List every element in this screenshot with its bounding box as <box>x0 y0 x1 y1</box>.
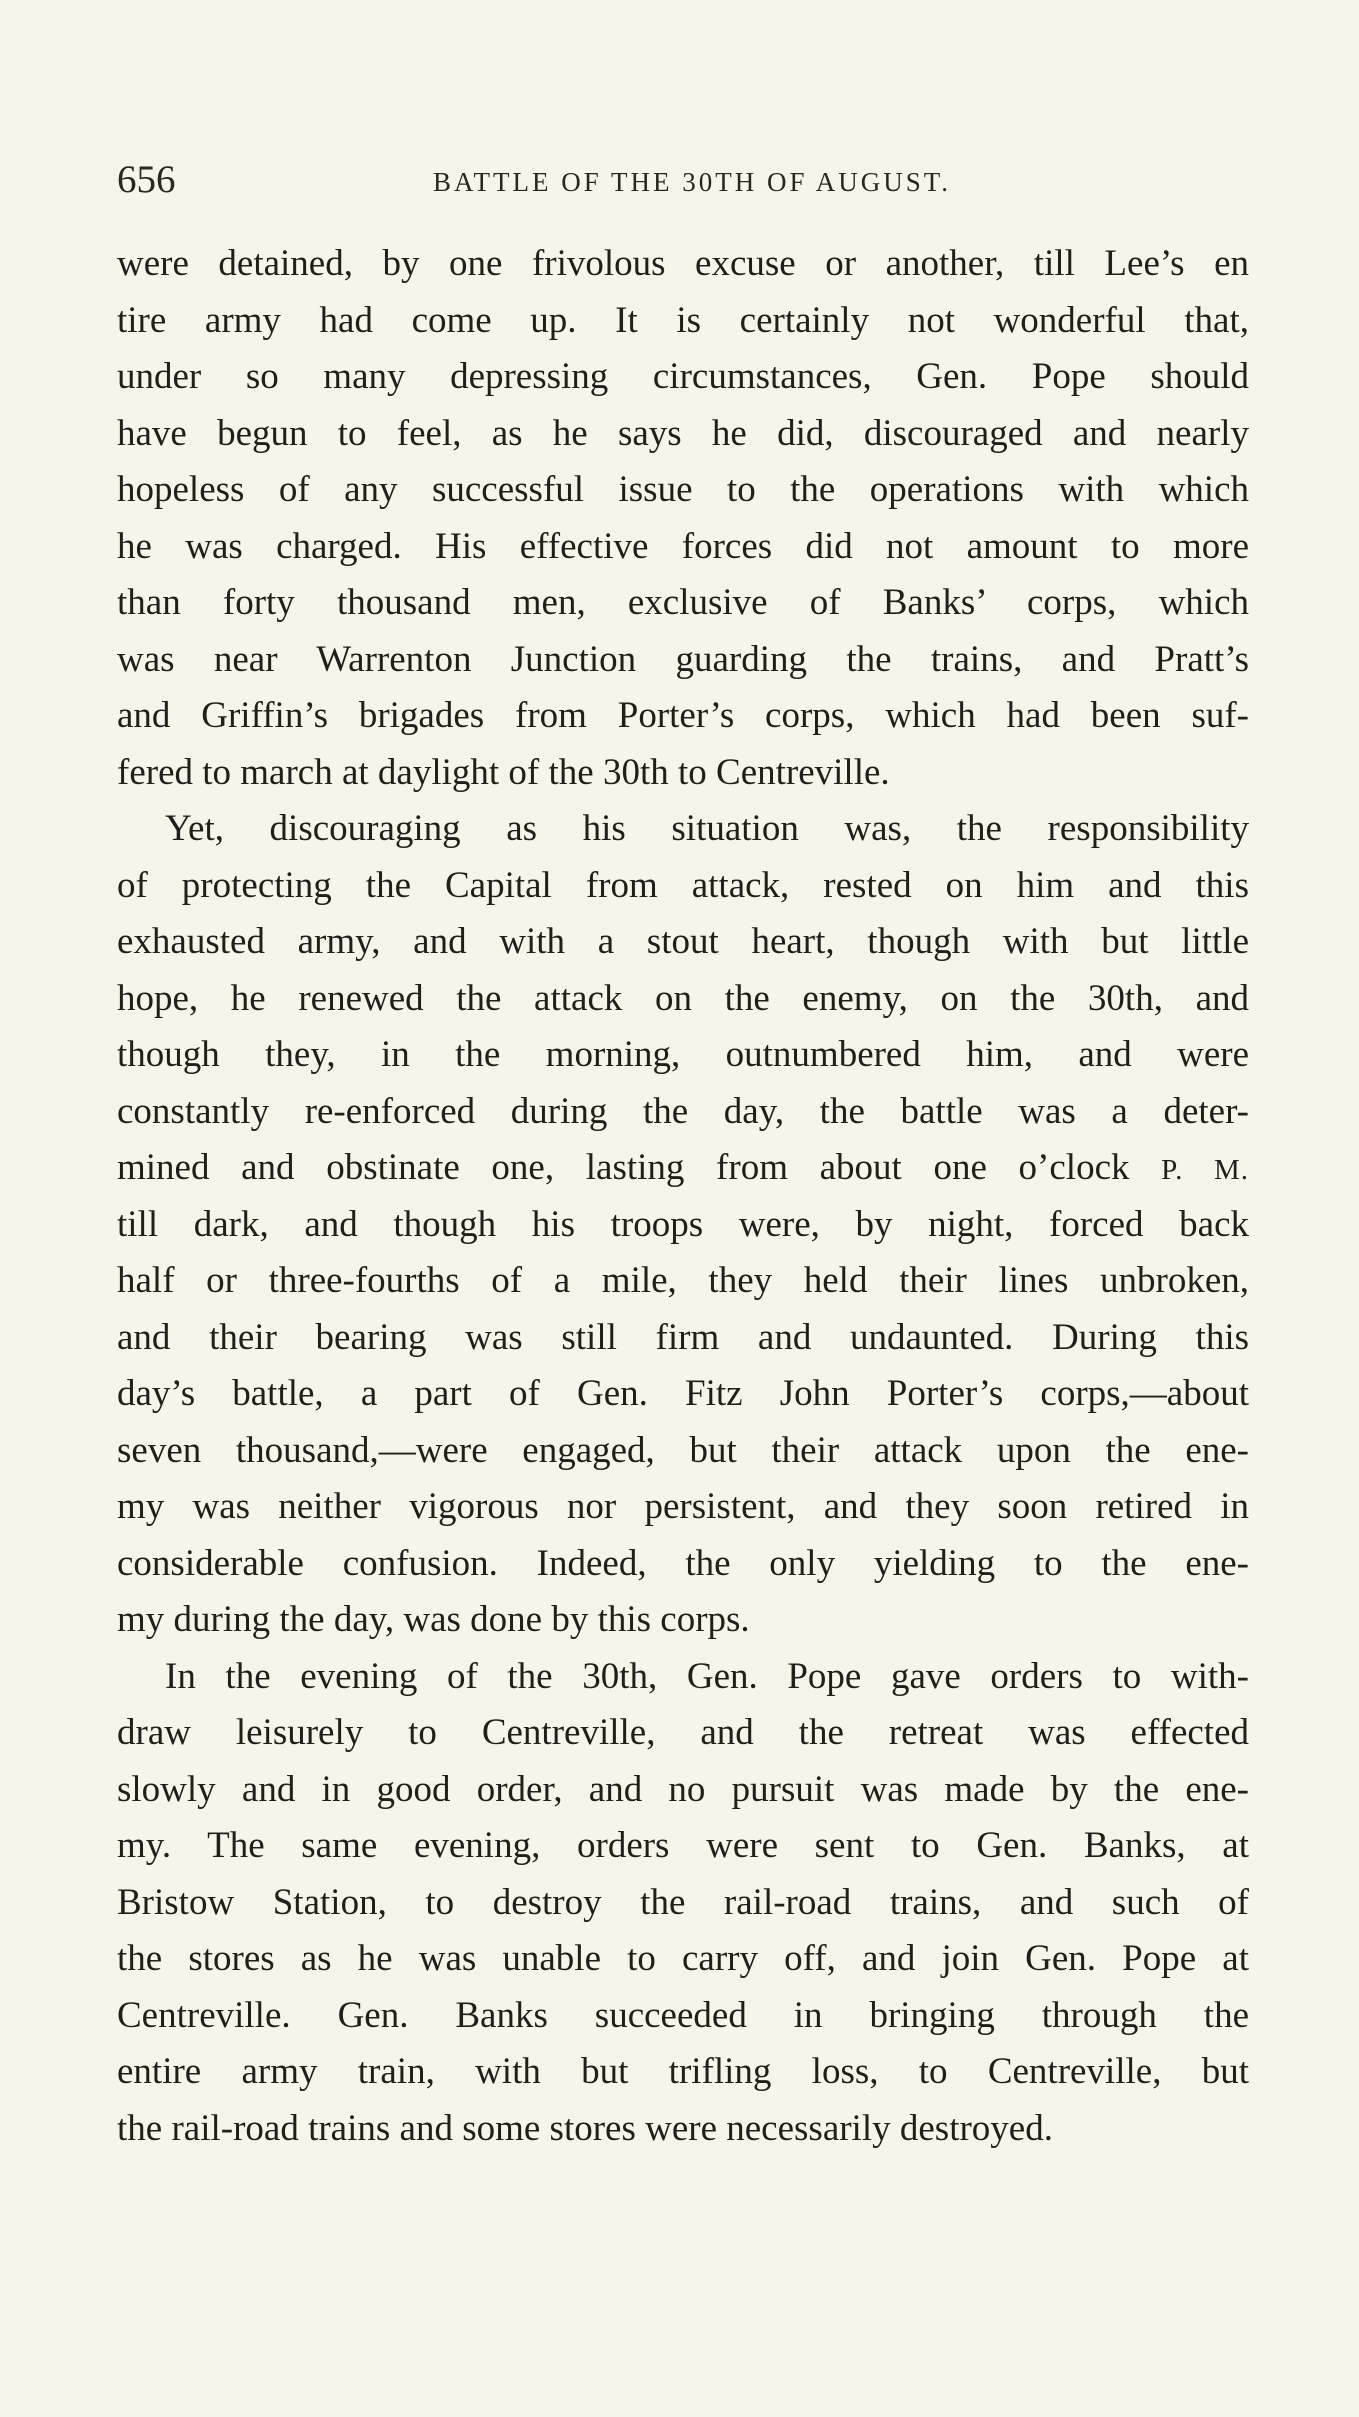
text-line: exhausted army, and with a stout heart, though with but little <box>117 921 1249 962</box>
text-line: Centreville. Gen. Banks succeeded in bringing through the <box>117 1994 1249 2036</box>
text-line: considerable confusion. Indeed, the only yielding to the ene- <box>117 1542 1249 1584</box>
text-line: constantly re-enforced during the day, the battle was a deter- <box>117 1090 1249 1132</box>
text-segment: mined and obstinate one, lasting from about one o’clock <box>117 1147 1130 1188</box>
text-line: my. The same evening, orders were sent to Gen. Banks, at <box>117 1825 1249 1866</box>
text-line: hopeless of any successful issue to the operations with which <box>117 469 1249 510</box>
text-line: was near Warrenton Junction guarding the trains, and Pratt’s <box>117 638 1249 680</box>
text-line: and their bearing was still firm and undaunted. During this <box>117 1316 1249 1358</box>
text-line: entire army train, with but trifling loss, to Centreville, but <box>117 2051 1249 2092</box>
text-line: he was charged. His effective forces did not amount to more <box>117 525 1249 567</box>
text-line: day’s battle, a part of Gen. Fitz John Porter’s corps,—about <box>117 1373 1249 1414</box>
text-line: fered to march at daylight of the 30th to Centreville. <box>117 751 890 793</box>
running-title: BATTLE OF THE 30TH OF AUGUST. <box>432 167 951 197</box>
text-line: tire army had come up. It is certainly not wonderful that, <box>117 299 1249 341</box>
text-line-with-time <box>117 1140 1249 1197</box>
text-line: half or three-fourths of a mile, they held their lines unbroken, <box>117 1260 1249 1301</box>
text-line: were detained, by one frivolous excuse or another, till Lee’s en <box>117 243 1249 284</box>
text-line: my was neither vigorous nor persistent, and they soon retired in <box>117 1486 1249 1527</box>
running-head <box>117 155 1267 205</box>
text-line: Bristow Station, to destroy the rail-road trains, and such of <box>117 1881 1249 1923</box>
text-line: though they, in the morning, outnumbered him, and were <box>117 1034 1249 1075</box>
text-line: hope, he renewed the attack on the enemy, on the 30th, and <box>117 977 1249 1019</box>
text-line: draw leisurely to Centreville, and the retreat was effected <box>117 1712 1249 1753</box>
text-line: Yet, discouraging as his situation was, the responsibility <box>165 808 1249 849</box>
body-text <box>117 236 1249 2157</box>
text-line: till dark, and though his troops were, by night, forced back <box>117 1203 1249 1245</box>
text-line: seven thousand,—were engaged, but their attack upon the ene- <box>117 1429 1249 1471</box>
text-line: of protecting the Capital from attack, rested on him and this <box>117 864 1249 906</box>
page-number: 656 <box>117 158 176 201</box>
text-line: have begun to feel, as he says he did, discouraged and nearly <box>117 412 1249 454</box>
text-line: In the evening of the 30th, Gen. Pope gave orders to with- <box>165 1655 1249 1697</box>
time-abbreviation: P. M. <box>1161 1154 1250 1186</box>
text-line: and Griffin’s brigades from Porter’s corps, which had been suf- <box>117 695 1249 736</box>
text-line: slowly and in good order, and no pursuit was made by the ene- <box>117 1768 1249 1810</box>
text-line: my during the day, was done by this corps. <box>117 1599 750 1640</box>
text-line: the stores as he was unable to carry off, and join Gen. Pope at <box>117 1938 1249 1979</box>
text-line: than forty thousand men, exclusive of Banks’ corps, which <box>117 582 1249 623</box>
text-line: the rail-road trains and some stores were necessarily destroyed. <box>117 2107 1053 2149</box>
text-line: under so many depressing circumstances, Gen. Pope should <box>117 356 1249 397</box>
